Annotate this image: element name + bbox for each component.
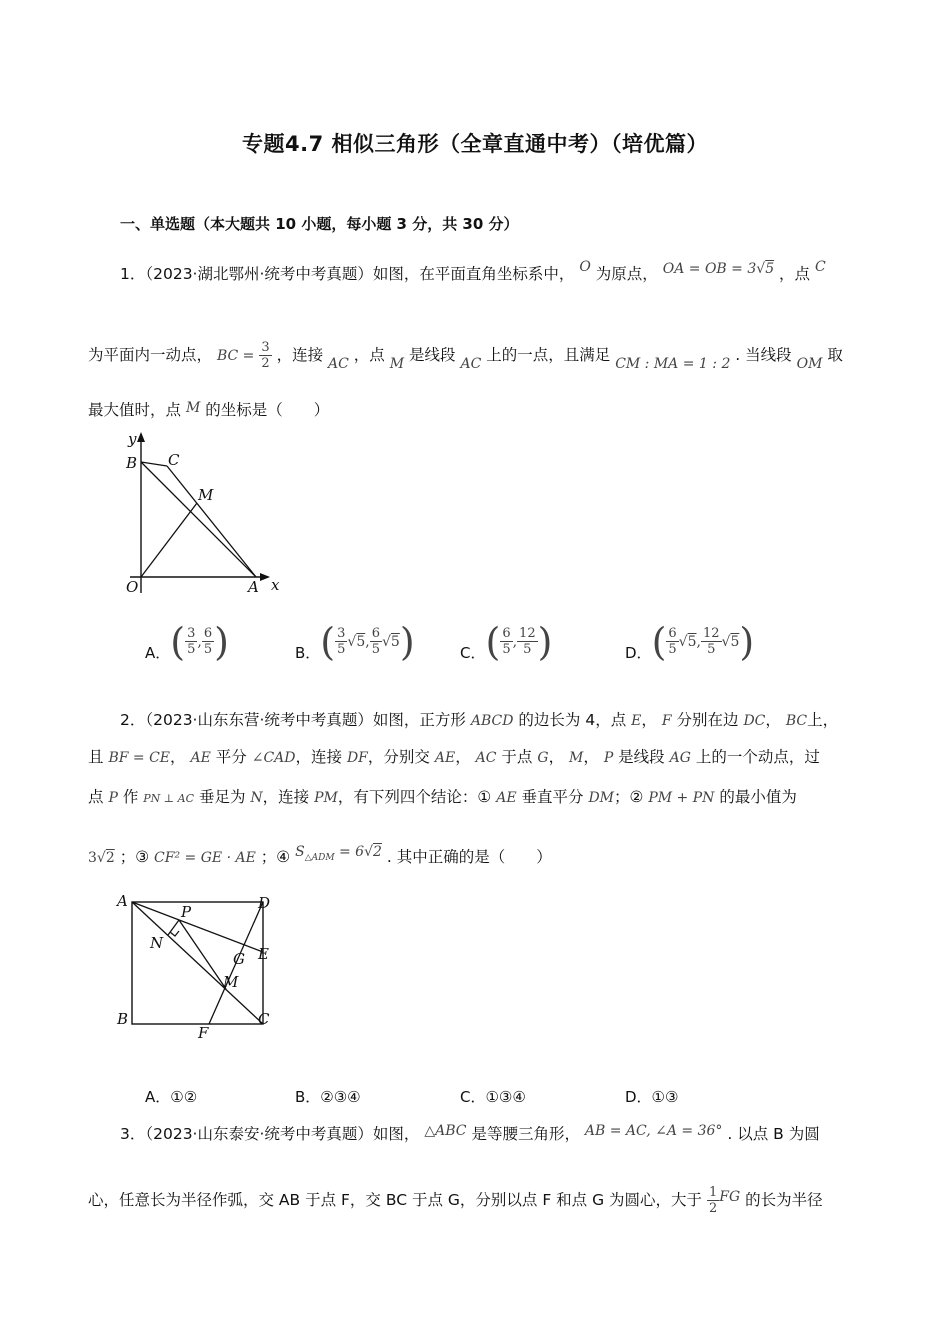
label-g: G [233,950,245,968]
sqrt: √5 [381,633,400,650]
math-var: P [108,790,118,806]
q2-text: ，有下列四个结论：① [337,788,492,806]
radicand: 5 [765,261,775,277]
q1-text: 的坐标是（ ） [205,401,330,419]
label-c: C [258,1010,270,1028]
q1-text: ，点 [353,346,385,364]
q2-text: ，连接 [295,748,343,766]
math-var: O [579,259,591,275]
q2-text: ， [170,748,186,766]
fraction [185,626,197,657]
segment-om [141,503,197,577]
q1-text: 为平面内一动点， [88,346,213,364]
math-var: PM [314,790,338,806]
q2-text: 上的一个动点，过 [695,748,820,766]
q2-option-b[interactable]: B．②③④ [295,1088,361,1106]
x-arrow [260,573,270,581]
q2-text: 2．（2023·山东东营·统考中考真题）如图，正方形 [120,711,466,729]
math-var: AC [475,750,497,766]
paren-right: ) [739,619,755,664]
math-var: C [815,259,826,275]
numerator: 6 [203,626,213,641]
q2-text: 于点 [501,748,533,766]
label-a: A [117,892,128,910]
math-expr: PN ⊥ AC [143,792,194,805]
q1-text: 为原点， [595,265,658,283]
q2-text: 作 [122,788,139,806]
q1-text: ，点 [779,265,811,283]
q2-text: 是线段 [618,748,665,766]
label-a: A [248,578,259,596]
numerator: 3 [187,626,196,641]
q2-line-1 [120,708,838,730]
math-part: 3 [88,850,97,866]
page-title: 专题4.7 相似三角形（全章直通中考）（培优篇） [241,132,708,156]
q2-text: 且 [88,748,104,766]
q2-text: 上， [807,711,839,729]
q2-text: ，连接 [262,788,310,806]
q3-text: 心，任意长为半径作弧，交 AB 于点 F，交 BC 于点 G，分别以点 F 和点 G 为圆心，大于 [88,1191,703,1209]
q1-text: 1．（2023·湖北鄂州·统考中考真题）如图，在平面直角坐标系中， [120,265,575,283]
math-var: F [661,713,672,729]
q2-text: ， [583,748,599,766]
fraction [335,626,347,657]
numerator: 3 [261,340,270,355]
denominator: 5 [668,642,677,657]
math-var: DC [743,713,766,729]
radicand: 5 [687,633,697,650]
math-var: AE [434,750,456,766]
q2-line-3 [88,785,797,807]
q2-text: ， [641,711,657,729]
q2-text: 的边长为 4，点 [518,711,627,729]
q3-line-2 [88,1185,823,1216]
label-b: B [126,454,138,472]
q1-option-d[interactable] [625,620,754,663]
math-expr: CF² = GE · AE [154,850,256,866]
math-var: ABCD [470,713,514,729]
math-expr: BC = [216,348,255,364]
math-part: = 6 [339,844,365,860]
radicand: 5 [356,633,366,650]
q2-option-a[interactable]: A．①② [145,1088,198,1106]
radicand: 5 [390,633,400,650]
q2-text: 点 [88,788,104,806]
radicand: 2 [105,850,115,866]
paren-right: ) [399,619,415,664]
denominator: 2 [261,356,270,371]
math-var: M [185,400,201,416]
y-arrow [137,432,145,442]
sqrt: √5, [678,633,701,650]
math-var: OM [796,356,823,372]
math-var: M [569,750,584,766]
math-expr: OA = OB = 3√5 [662,261,775,277]
q1-option-b[interactable] [295,620,415,663]
math-var: N [250,790,263,806]
option-label: A． [145,644,171,662]
math-var: M [389,356,405,372]
q2-text: 分别在边 [676,711,739,729]
math-var: AG [669,750,691,766]
q1-text: 取 [827,346,843,364]
math-var: FG [719,1189,741,1205]
q3-line-1 [120,1122,820,1144]
numerator: 6 [502,626,511,641]
label-b: B [117,1010,129,1028]
option-content [625,620,754,663]
q3-text: 是等腰三角形， [471,1125,580,1143]
q3-text: 的长为半径 [745,1191,823,1209]
comma: , [197,633,202,650]
q2-text: ；② [614,788,644,806]
math-expr: ∠CAD [251,750,296,766]
label-d: D [258,894,271,912]
fraction [370,626,382,657]
paren-left: ( [320,619,336,664]
numerator: 6 [668,626,677,641]
paren-right: ) [537,619,553,664]
radicand: 5 [730,633,740,650]
label-o: O [126,578,139,596]
math-var: AE [496,790,517,806]
numerator: 12 [702,626,720,641]
q2-text: ， [455,748,471,766]
q1-option-a[interactable] [145,620,229,663]
label-p: P [181,903,192,921]
label-e: E [258,945,269,963]
q1-text: 上的一点，且满足 [486,346,611,364]
numerator: 6 [371,626,380,641]
q1-line-1 [120,259,826,284]
q2-line-4 [88,845,552,869]
option-label: B． [295,644,321,662]
numerator: 12 [519,626,536,641]
q3-text: 3．（2023·山东泰安·统考中考真题）如图， [120,1125,420,1143]
segment-pm [179,920,226,989]
math-var: E [631,713,642,729]
label-m: M [198,486,214,504]
math-var: P [603,750,614,766]
label-c: C [168,451,180,469]
q1-text: . 当线段 [735,346,792,364]
fraction [500,626,512,657]
q1-option-c[interactable] [460,620,552,663]
denominator: 5 [337,642,346,657]
q2-option-d[interactable]: D．①③ [625,1088,679,1106]
q2-line-2 [88,745,820,767]
paren-left: ( [170,619,186,664]
math-var: AC [460,356,482,372]
q2-text: 垂直平分 [521,788,584,806]
section-heading: 一、单选题（本大题共 10 小题，每小题 3 分，共 30 分） [120,215,519,233]
denominator: 5 [203,642,213,657]
math-expr: AB = AC, ∠A = 36° [584,1123,723,1139]
math-expr: △ABC [424,1123,467,1139]
fraction [517,626,538,657]
fraction [701,626,722,657]
math-var: DM [588,790,614,806]
math-expr: BF = CE [108,750,171,766]
math-expr: $S_{\triangle ADM} = 6√2$ [295,844,382,863]
option-label: D． [625,644,652,662]
radicand: 2 [373,844,382,860]
q1-text: 是线段 [409,346,456,364]
math-part: OA = OB = 3 [662,261,757,277]
denominator: 2 [708,1201,718,1216]
q2-text: ，分别交 [367,748,430,766]
paren-right: ) [214,619,229,664]
sqrt: √5, [347,633,370,650]
option-content [295,620,415,663]
paren-left: ( [485,619,501,664]
q2-option-c[interactable]: C．①③④ [460,1088,526,1106]
q2-text: . 其中正确的是（ ） [386,848,552,866]
q2-text: ， [765,711,781,729]
numerator: 3 [337,626,346,641]
q1-text: 最大值时，点 [88,401,182,419]
denominator: 5 [502,642,511,657]
q1-figure [108,428,308,608]
paren-left: ( [651,619,667,664]
math-var: DF [346,750,368,766]
math-expr: CM : MA = 1 : 2 [615,356,731,372]
q3-text: . 以点 B 为圆 [727,1125,820,1143]
math-var: AC [328,356,349,372]
q1-line-2 [88,340,843,371]
math-var: G [537,750,549,766]
option-label: C． [460,644,486,662]
math-expr: 3√2 [88,850,115,866]
option-content [145,620,229,663]
q2-text: 垂足为 [198,788,246,806]
label-y: y [128,430,137,448]
math-part: S [295,844,305,860]
label-x: x [271,576,280,594]
math-var: BC [785,713,808,729]
option-content [460,620,552,663]
q2-text: ；④ [260,848,291,866]
denominator: 5 [523,642,532,657]
fraction [707,1185,719,1216]
segment-ba [141,462,256,577]
math-expr: PM + PN [648,790,715,806]
q2-text: 平分 [215,748,247,766]
q2-text: ， [548,748,565,766]
fraction [202,626,214,657]
denominator: 5 [371,642,380,657]
comma: , [512,633,518,650]
fraction [666,626,678,657]
denominator: 5 [187,642,196,657]
label-m: M [223,973,239,991]
math-var: AE [190,750,211,766]
right-angle-mark [170,931,179,936]
q2-text: ；③ [119,848,150,866]
q1-text: ，连接 [276,346,324,364]
q2-text: 的最小值为 [719,788,797,806]
numerator: 1 [708,1185,718,1200]
label-n: N [150,934,164,952]
q2-figure [112,890,282,1045]
label-f: F [198,1024,209,1042]
subscript: △ADM [304,852,335,863]
segment-ca [167,466,256,577]
fraction [259,340,271,371]
denominator: 5 [707,642,716,657]
q1-line-3 [88,398,329,420]
sqrt: √5 [721,633,740,650]
